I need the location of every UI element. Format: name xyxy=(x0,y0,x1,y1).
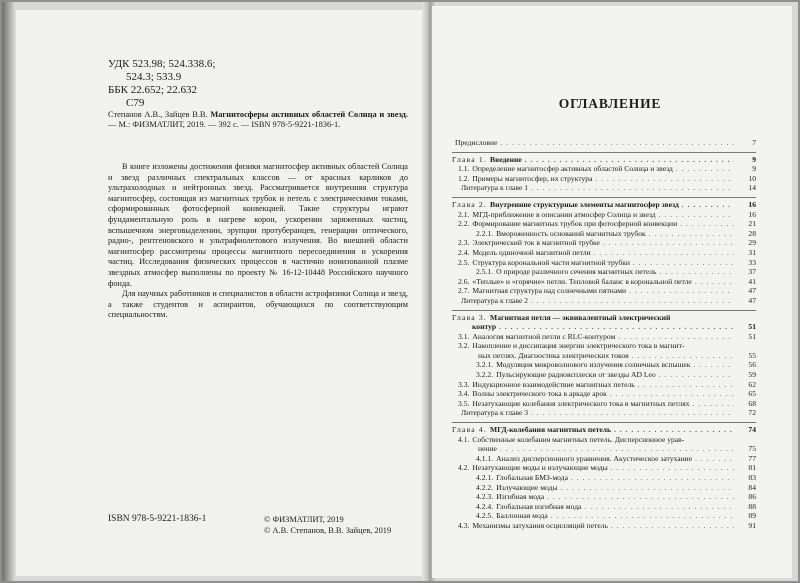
toc-page: 51 xyxy=(748,331,756,341)
toc-entry[interactable] xyxy=(452,219,756,229)
toc-page: 56 xyxy=(748,360,756,370)
toc-page: 89 xyxy=(748,511,756,521)
toc-number: 2.7. xyxy=(458,286,470,296)
toc-text: Предисловие . . . xyxy=(455,138,734,148)
toc-text: Структура корональной части магнитной трубки . . . xyxy=(472,258,734,268)
toc-page: 72 xyxy=(748,408,756,418)
toc-entry[interactable] xyxy=(452,296,756,306)
toc-text-continued: нение . . . xyxy=(458,444,734,454)
toc-number: 4.2.5. xyxy=(476,511,494,521)
toc-number: 4.2.2. xyxy=(476,482,494,492)
toc-entry[interactable] xyxy=(452,380,756,390)
toc-page: 16 xyxy=(748,199,756,209)
toc-number: 3.2.1. xyxy=(476,360,494,370)
toc-page: 14 xyxy=(748,183,756,193)
udk-line: 524.3; 533.9 xyxy=(126,71,182,83)
toc-number: 4.2.3. xyxy=(476,492,494,502)
annotation-paragraph: В книге изложены достижения физики магнитосфер активных областей Солнца и звезд различных спектральных классов — от красных карликов до ультрахолодных и нейтронных звезд. Рассматривается внутренняя структура магнитосфер, состоящая из магнитных трубок и петель с электрическими токами, сформированных фотосферной конвекцией. Такие структуры играют фундаментальную роль в нагреве корон, ускорении заряженных частиц, вспышечном энерговыделении, эрупции протуберанцев, генерации оптического, радио-, рентгеновского и ультрафиолетового излучения. Во внешней области магнитосфер рассмотрены процессы магнитного пересоединения и ускорения частиц. Исследования физических процессов в частично ионизованной плазме звездных атмосфер выполнены по проекту № 16-12-10448 Российского научного фонда. xyxy=(108,162,408,288)
toc-page: 10 xyxy=(748,173,756,183)
toc-entry[interactable] xyxy=(452,277,756,287)
toc-page: 31 xyxy=(748,247,756,257)
toc-text: Аналогия магнитной петли с RLC-контуром . . . xyxy=(472,332,734,342)
toc-text: Изгибная мода . . . xyxy=(496,492,734,502)
toc-number: 4.3. xyxy=(458,520,470,530)
toc-number: 3.5. xyxy=(458,398,470,408)
toc-number: 4.1.1. xyxy=(476,453,494,463)
toc-entry[interactable] xyxy=(452,310,756,323)
toc-entry[interactable] xyxy=(452,286,756,296)
toc-page: 7 xyxy=(752,138,756,147)
toc-number: 4.2. xyxy=(458,463,470,473)
toc-page: 86 xyxy=(748,492,756,502)
toc-number: 2.6. xyxy=(458,276,470,286)
toc-number: 2.5. xyxy=(458,257,470,267)
toc-entry[interactable] xyxy=(452,267,756,277)
toc-entry[interactable] xyxy=(452,389,756,399)
toc-entry[interactable] xyxy=(452,483,756,493)
toc-chapter[interactable] xyxy=(452,422,756,435)
toc-number: 2.3. xyxy=(458,238,470,248)
toc-page: 16 xyxy=(748,209,756,219)
toc-entry[interactable] xyxy=(452,138,756,148)
toc-number: 3.3. xyxy=(458,379,470,389)
udk-block xyxy=(108,58,215,110)
toc-number: Глава 1. xyxy=(452,154,488,164)
toc-entry-continuation[interactable] xyxy=(452,322,756,332)
toc-page: 47 xyxy=(748,286,756,296)
toc-page: 55 xyxy=(748,350,756,360)
toc-number: 3.2.2. xyxy=(476,370,494,380)
toc-text: О природе различного сечения магнитных петель . . . xyxy=(496,267,734,277)
toc-entry[interactable] xyxy=(452,174,756,184)
toc-entry[interactable] xyxy=(452,332,756,342)
author-mark: С79 xyxy=(126,97,145,109)
copyright-line: © А.В. Степанов, В.В. Зайцев, 2019 xyxy=(264,526,392,535)
toc-entry[interactable] xyxy=(452,210,756,220)
toc-number: 4.2.4. xyxy=(476,501,494,511)
toc-text: Формирование магнитных трубок при фотосферной конвекции . . . xyxy=(472,219,734,229)
toc-number: Глава 2. xyxy=(452,199,488,209)
toc-chapter[interactable] xyxy=(452,152,756,165)
toc-text: Модуляция микроволнового излучения солнечных вспышек . . . xyxy=(496,360,734,370)
toc-number: 1.2. xyxy=(458,173,470,183)
toc-text: Незатухающие колебания электрического тока в магнитных петлях . . . xyxy=(472,399,734,409)
toc-text: «Теплые» и «горячие» петли. Тепловой баланс в корональной петле . . . xyxy=(472,277,734,287)
toc-page: 21 xyxy=(748,219,756,229)
toc-entry[interactable] xyxy=(452,435,756,445)
toc-text: Механизмы затухания осцилляций петель . . . xyxy=(472,521,734,531)
annotation-paragraph: Для научных работников и специалистов в области астрофизики Солнца и звезд, а также студентов и аспирантов, обучающихся по соответствующим специальностям. xyxy=(108,289,408,320)
toc-text: Волны электрического тока в аркаде арок . . . xyxy=(472,389,734,399)
toc-text: Магнитная петля — эквивалентный электрический xyxy=(490,312,671,322)
toc-page: 47 xyxy=(748,295,756,305)
toc-page: 91 xyxy=(748,520,756,530)
toc-page: 88 xyxy=(748,501,756,511)
toc-entry[interactable] xyxy=(452,492,756,502)
copyright-block xyxy=(264,514,391,536)
toc-entry[interactable] xyxy=(452,248,756,258)
toc-text-continued: контур . . . xyxy=(452,322,734,332)
toc-entry-continuation[interactable] xyxy=(452,444,756,454)
toc-text: Модель одиночной магнитной петли . . . xyxy=(472,248,734,258)
toc-page: 51 xyxy=(748,322,756,332)
toc-text: Анализ дисперсионного уравнения. Акустическое затухание . . . xyxy=(496,454,734,464)
toc-chapter[interactable] xyxy=(452,197,756,210)
toc-number: 3.1. xyxy=(458,331,470,341)
toc-entry[interactable] xyxy=(452,502,756,512)
toc-text: Литература к главе 2 . . . xyxy=(461,296,734,306)
toc-entry[interactable] xyxy=(452,229,756,239)
annotation xyxy=(108,162,408,321)
toc-number: 1.1. xyxy=(458,164,470,174)
isbn: ISBN 978-5-9221-1836-1 xyxy=(108,514,207,524)
bib-imprint: — М.: ФИЗМАТЛИТ, 2019. — 392 с. — ISBN 978-5-9221-1836-1. xyxy=(108,120,341,130)
toc-page: 9 xyxy=(752,154,756,164)
toc-entry[interactable] xyxy=(452,511,756,521)
toc-text: Введение . . . xyxy=(490,155,734,165)
udk-line: УДК 523.98; 524.338.6; xyxy=(108,58,216,70)
toc-page: 74 xyxy=(748,425,756,435)
toc-page: 37 xyxy=(748,267,756,277)
toc-number: 2.5.1. xyxy=(476,267,494,277)
toc-text: Индукционное взаимодействие магнитных петель . . . xyxy=(472,380,734,390)
toc-text: Литература к главе 3 . . . xyxy=(461,408,734,418)
toc-entry[interactable] xyxy=(452,164,756,174)
toc-text: МГД-приближение в описании атмосфер Солнца и звезд . . . xyxy=(472,210,734,220)
toc-entry[interactable] xyxy=(452,463,756,473)
toc-text: Глобальная изгибная мода . . . xyxy=(496,502,734,512)
toc-number: Глава 4. xyxy=(452,425,488,435)
toc-entry[interactable] xyxy=(452,399,756,409)
toc-page: 83 xyxy=(748,473,756,482)
toc-page: 62 xyxy=(748,379,756,389)
toc-page: 59 xyxy=(748,370,756,380)
toc-entry[interactable] xyxy=(452,473,756,483)
toc-entry[interactable] xyxy=(452,360,756,370)
table-of-contents xyxy=(452,138,756,531)
toc-entry[interactable] xyxy=(452,238,756,248)
toc-entry[interactable] xyxy=(452,521,756,531)
toc-number: 2.1. xyxy=(458,209,470,219)
toc-number: 2.2. xyxy=(458,219,470,229)
toc-text: Излучающие моды . . . xyxy=(496,483,734,493)
toc-text: Собственные колебания магнитных петель. Дисперсионное урав- xyxy=(472,434,685,444)
toc-text: Вмороженность оснований магнитных трубок . . . xyxy=(496,229,734,239)
toc-number: 4.1. xyxy=(458,434,470,444)
toc-page: 84 xyxy=(748,482,756,492)
toc-entry[interactable] xyxy=(452,454,756,464)
toc-title: ОГЛАВЛЕНИЕ xyxy=(558,96,662,111)
toc-number: 3.4. xyxy=(458,389,470,399)
toc-entry[interactable] xyxy=(452,341,756,351)
page-edge xyxy=(2,2,14,581)
toc-entry[interactable] xyxy=(452,408,756,418)
toc-text: Баллонная мода . . . xyxy=(496,511,734,521)
toc-text: Глобальная БМЗ-мода . . . xyxy=(496,473,734,483)
toc-number: 2.2.1. xyxy=(476,228,494,238)
toc-number: 4.2.1. xyxy=(476,473,494,482)
toc-number: 3.2. xyxy=(458,341,470,351)
toc-text-continued: ных петлях. Диагностика электрических токов . . . xyxy=(458,351,734,361)
toc-text: МГД-колебания магнитных петель . . . xyxy=(490,425,734,435)
toc-text: Примеры магнитосфер, их структура . . . xyxy=(472,174,734,184)
toc-entry[interactable] xyxy=(452,370,756,380)
bbk-line: ББК 22.652; 22.632 xyxy=(108,84,198,96)
toc-page: 29 xyxy=(748,238,756,248)
bibliographic-description xyxy=(108,110,408,130)
toc-entry[interactable] xyxy=(452,183,756,193)
toc-number: 2.4. xyxy=(458,247,470,257)
toc-entry[interactable] xyxy=(452,258,756,268)
toc-page: 65 xyxy=(748,389,756,399)
toc-page: 77 xyxy=(748,453,756,463)
toc-page: 75 xyxy=(748,444,756,454)
toc-number: Глава 3. xyxy=(452,312,488,322)
toc-page: 33 xyxy=(748,257,756,267)
toc-text: Электрический ток в магнитной трубке . . . xyxy=(472,238,734,248)
toc-page: 9 xyxy=(752,164,756,174)
toc-text: Внутренние структурные элементы магнитосфер звезд . . . xyxy=(490,200,734,210)
copyright-line: © ФИЗМАТЛИТ, 2019 xyxy=(264,515,344,524)
toc-page: 28 xyxy=(748,228,756,238)
toc-entry-continuation[interactable] xyxy=(452,351,756,361)
bib-title: Магнитосферы активных областей Солнца и звезд. xyxy=(210,110,409,119)
bib-authors: Степанов А.В., Зайцев В.В. xyxy=(108,110,208,119)
toc-text: Накопление и диссипация энергии электрического тока в магнит- xyxy=(472,341,685,351)
toc-text: Литература к главе 1 . . . xyxy=(461,183,734,193)
toc-text: Магнитная структура над солнечными пятнами . . . xyxy=(472,286,734,296)
toc-text: Незатухающие моды и излучающие моды . . . xyxy=(472,463,734,473)
toc-text: Пульсирующие радиовсплески от звезды AD Leo . . . xyxy=(496,370,734,380)
toc-page: 81 xyxy=(748,463,756,473)
toc-text: Определение магнитосфер активных областей Солнца и звезд . . . xyxy=(472,164,734,174)
toc-page: 68 xyxy=(748,398,756,408)
toc-page: 41 xyxy=(748,276,756,286)
